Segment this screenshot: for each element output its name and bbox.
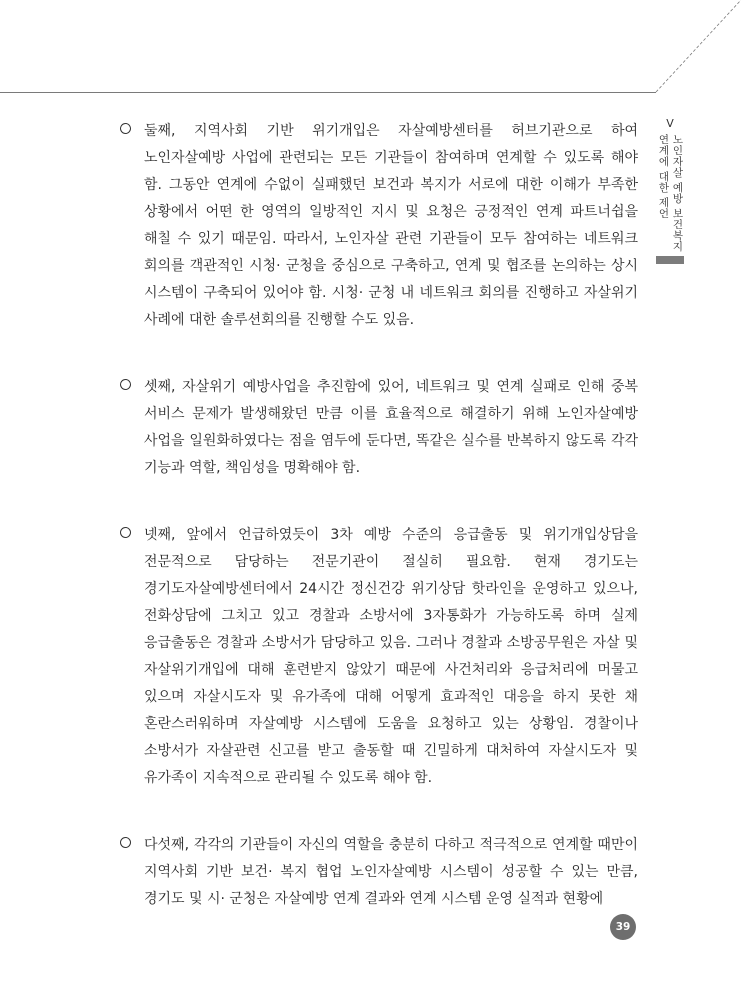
circle-bullet-icon — [120, 527, 131, 538]
chapter-number: V — [666, 117, 674, 130]
paragraph-text: 둘째, 지역사회 기반 위기개입은 자살예방센터를 허브기관으로 하여 노인자살예방 사업에 관련되는 모든 기관들이 참여하며 연계할 수 있도록 해야 함. 그동안 연계에 수없이 실패했던 보건과 복지가 서로에 대한 이해가 부족한 상황에서 어떤 한 영역의 일방적인 지시 및 요청은 긍정적인 연계 파트너쉽을 해칠 수 있기 때문임. 따라서, 노인자살 관련 기관들이 모두 참여하는 네트워크 회의를 객관적인 시청· 군청을 중심으로 구축하고, 연계 및 협조를 논의하는 상시 시스템이 구축되어 있어야 함. 시청· 군청 내 네트워크 회의를 진행하고 자살위기 사례에 대한 솔루션회의를 진행할 수도 있음. — [144, 123, 638, 328]
circle-bullet-icon — [120, 837, 131, 848]
paragraph-text: 셋째, 자살위기 예방사업을 추진함에 있어, 네트워크 및 연계 실패로 인해 중복 서비스 문제가 발생해왔던 만큼 이를 효율적으로 해결하기 위해 노인자살예방 사업을 일원화하였다는 점을 염두에 둔다면, 똑같은 실수를 반복하지 않도록 각각 기능과 역할, 책임성을 명확해야 함. — [144, 379, 638, 476]
bullet-paragraph — [118, 118, 638, 334]
chapter-title-line2: 연계에 대한 제언 — [657, 134, 670, 219]
body-content — [118, 118, 638, 953]
bullet-paragraph — [118, 522, 638, 792]
bullet-paragraph — [118, 374, 638, 482]
chapter-marker-bar — [656, 256, 684, 264]
paragraph-text: 다섯째, 각각의 기관들이 자신의 역할을 충분히 다하고 적극적으로 연계할 때만이 지역사회 기반 보건· 복지 협업 노인자살예방 시스템이 성공할 수 있는 만큼, 경기도 및 시· 군청은 자살예방 연계 결과와 연계 시스템 운영 실적과 현황에 — [144, 837, 638, 907]
chapter-title-line1: 노인자살 예방 보건복지 — [671, 134, 684, 252]
page-number-badge: 39 — [610, 914, 636, 940]
bullet-paragraph — [118, 832, 638, 913]
chapter-side-tab — [656, 118, 684, 252]
paragraph-text: 넷째, 앞에서 언급하였듯이 3차 예방 수준의 응급출동 및 위기개입상담을 전문적으로 담당하는 전문기관이 절실히 필요함. 현재 경기도는 경기도자살예방센터에서 24시간 정신건강 위기상담 핫라인을 운영하고 있으나, 전화상담에 그치고 있고 경찰과 소방서에 3자통화가 가능하도록 하며 실제 응급출동은 경찰과 소방서가 담당하고 있음. 그러나 경찰과 소방공무원은 자살 및 자살위기개입에 대해 훈련받지 않았기 때문에 사건처리와 응급처리에 머물고 있으며 자살시도자 및 유가족에 대해 어떻게 효과적인 대응을 하지 못한 채 혼란스러워하며 자살예방 시스템에 도움을 요청하고 있는 상황임. 경찰이나 소방서가 자살관련 신고를 받고 출동할 때 긴밀하게 대처하여 자살시도자 및 유가족이 지속적으로 관리될 수 있도록 해야 함. — [144, 527, 638, 786]
circle-bullet-icon — [120, 379, 131, 390]
corner-decoration — [0, 0, 741, 100]
circle-bullet-icon — [120, 123, 131, 134]
